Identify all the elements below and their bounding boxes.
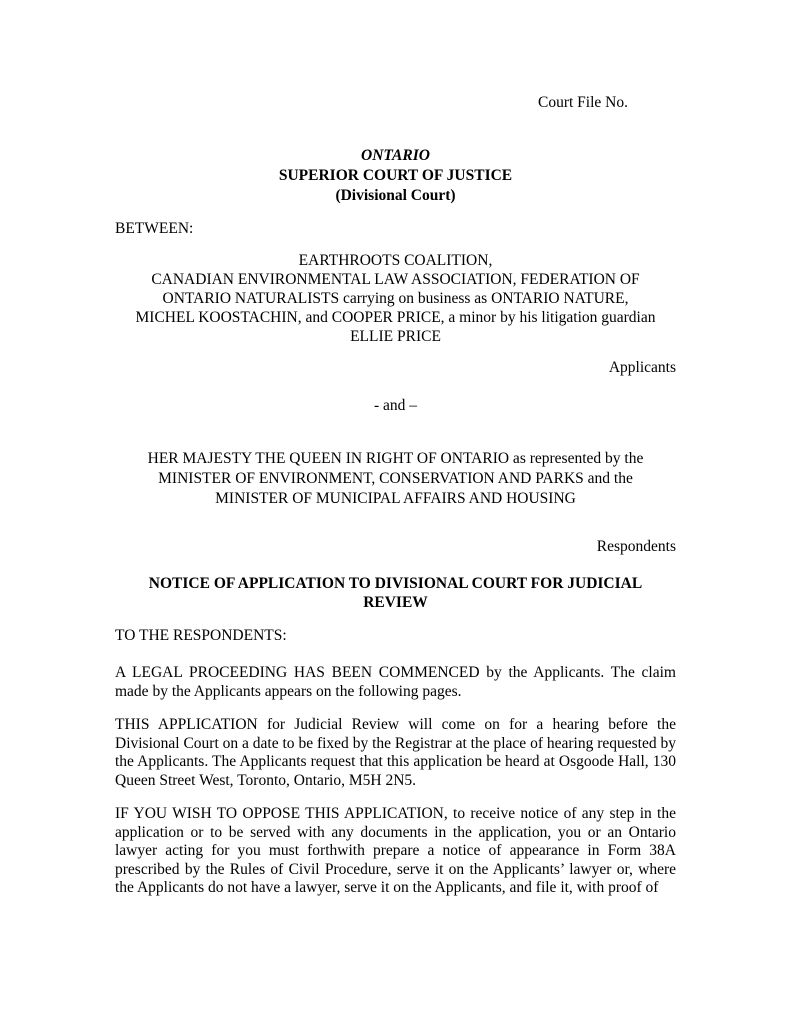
applicants-role-label: Applicants <box>608 359 676 376</box>
applicant-party-line: ONTARIO NATURALISTS carrying on business as ONTARIO NATURE, <box>162 290 629 307</box>
court-file-no-label: Court File No. <box>538 94 628 111</box>
applicant-party-line: EARTHROOTS COALITION, <box>298 252 493 269</box>
salutation-line: TO THE RESPONDENTS: <box>115 627 287 644</box>
jurisdiction-heading: ONTARIO <box>361 147 430 164</box>
applicants-block <box>115 251 676 346</box>
court-name-heading: SUPERIOR COURT OF JUSTICE <box>278 167 513 184</box>
body-paragraph-legal-proceeding: A LEGAL PROCEEDING HAS BEEN COMMENCED by the Applicants. The claim made by the Applicants appears on the following pages. <box>115 664 676 700</box>
body-paragraph-oppose: IF YOU WISH TO OPPOSE THIS APPLICATION, to receive notice of any step in the application or to be served with any documents in the application, you or an Ontario lawyer acting for you must forthwith prepare a notice of appearance in Form 38A prescribed by the Rules of Civil Procedure, serve it on the Applicants’ lawyer or, where the Applicants do not have a lawyer, serve it on the Applicants, and file it, with proof of <box>115 805 676 896</box>
between-label: BETWEEN: <box>115 220 194 237</box>
respondents-block <box>115 449 676 509</box>
respondents-role-label: Respondents <box>596 538 676 555</box>
court-header <box>115 146 676 206</box>
respondent-party-line: MINISTER OF ENVIRONMENT, CONSERVATION AND PARKS and the <box>158 470 633 487</box>
applicant-party-line: MICHEL KOOSTACHIN, and COOPER PRICE, a minor by his litigation guardian <box>135 309 656 326</box>
and-separator: - and – <box>373 397 418 414</box>
applicant-party-line: CANADIAN ENVIRONMENTAL LAW ASSOCIATION, FEDERATION OF <box>151 271 640 288</box>
document-title: NOTICE OF APPLICATION TO DIVISIONAL COURT FOR JUDICIAL REVIEW <box>148 575 643 611</box>
respondent-party-line: MINISTER OF MUNICIPAL AFFAIRS AND HOUSING <box>215 490 576 507</box>
body-paragraph-hearing: THIS APPLICATION for Judicial Review will come on for a hearing before the Divisional Court on a date to be fixed by the Registrar at the place of hearing requested by the Applicants. The Applicants request that this application be heard at Osgoode Hall, 130 Queen Street West, Toronto, Ontario, M5H 2N5. <box>115 716 676 789</box>
applicant-party-line: ELLIE PRICE <box>350 328 441 345</box>
court-division-heading: (Divisional Court) <box>335 187 456 204</box>
respondent-party-line: HER MAJESTY THE QUEEN IN RIGHT OF ONTARIO as represented by the <box>147 450 644 467</box>
